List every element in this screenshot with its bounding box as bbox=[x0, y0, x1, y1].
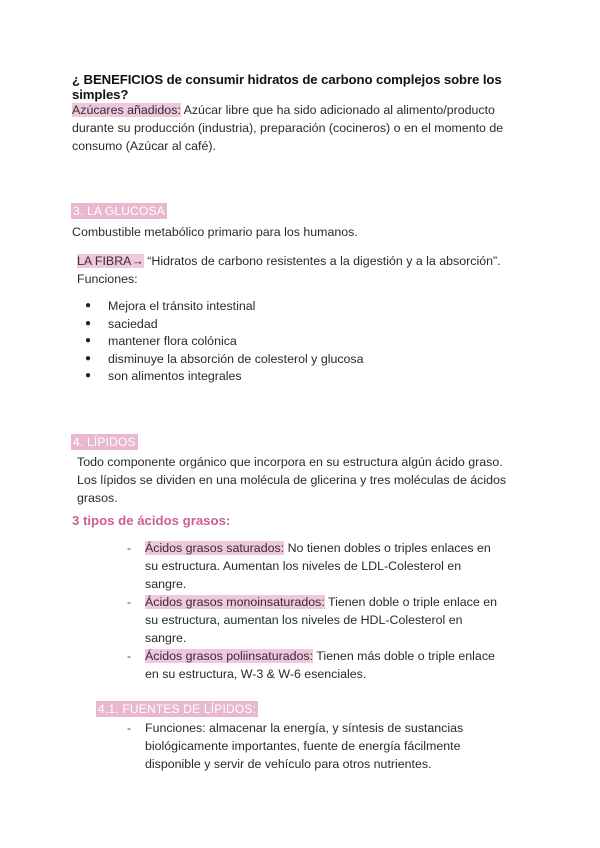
list-item: ● Mejora el tránsito intestinal bbox=[82, 297, 502, 315]
lipidos-description: Todo componente orgánico que incorpora en su estructura algún ácido graso. Los lípidos se dividen en una molécula de glicerina y tres moléculas de ácidos grasos. bbox=[77, 455, 507, 505]
acidos-grasos-list bbox=[127, 539, 497, 683]
fibra-text: “Hidratos de carbono resistentes a la digestión y a la absorción”. bbox=[143, 254, 501, 268]
section-4-heading bbox=[71, 433, 138, 451]
section-3-heading bbox=[71, 202, 167, 220]
funciones-label: Funciones: bbox=[77, 272, 138, 286]
page-title: ¿ BENEFICIOS de consumir hidratos de carbono complejos sobre los simples? bbox=[72, 72, 502, 102]
monoinsaturados-term: Ácidos grasos monoinsaturados: bbox=[145, 595, 325, 609]
section-4-1-heading-label: 4.1. FUENTES DE LÍPIDOS: bbox=[98, 702, 257, 716]
section-4-heading-label: 4. LÍPIDOS bbox=[73, 435, 136, 449]
list-item bbox=[127, 593, 497, 647]
tipos-acidos-heading: 3 tipos de ácidos grasos: bbox=[72, 513, 231, 528]
fibra-functions-list bbox=[82, 297, 502, 385]
saturados-term: Ácidos grasos saturados: bbox=[145, 541, 285, 555]
poliinsaturados-term: Ácidos grasos poliinsaturados: bbox=[145, 649, 314, 663]
saturados-text: No tienen dobles o triples enlaces en su estructura. Aumentan los niveles de LDL-Colesterol en sangre. bbox=[145, 541, 491, 591]
list-item: ● saciedad bbox=[82, 315, 502, 333]
list-item: ● son alimentos integrales bbox=[82, 367, 502, 385]
list-item bbox=[127, 539, 497, 593]
fibra-term: LA FIBRA→ bbox=[77, 254, 144, 268]
azucares-text: Azúcar libre que ha sido adicionado al alimento/producto durante su producción (industria), preparación (cocineros) o en el momento de consumo (Azúcar al café). bbox=[72, 103, 504, 153]
glucosa-description: Combustible metabólico primario para los humanos. bbox=[72, 225, 358, 239]
fibra-paragraph bbox=[77, 252, 547, 288]
list-item: ● disminuye la absorción de colesterol y glucosa bbox=[82, 350, 502, 368]
list-item bbox=[127, 647, 497, 683]
azucares-paragraph bbox=[72, 101, 512, 155]
fuentes-lipidos-list bbox=[127, 719, 507, 773]
poliinsaturados-text: Tienen más doble o triple enlace en su estructura, W-3 & W-6 esenciales. bbox=[145, 649, 495, 681]
list-item: ● mantener flora colónica bbox=[82, 332, 502, 350]
section-4-1-heading bbox=[96, 700, 258, 718]
monoinsaturados-text: Tienen doble o triple enlace en su estructura, aumentan los niveles de HDL-Colesterol en sangre. bbox=[145, 595, 497, 645]
azucares-term: Azúcares añadidos: bbox=[72, 103, 181, 117]
list-item: - Funciones: almacenar la energía, y síntesis de sustancias biológicamente importantes, fuente de energía fácilmente disponible y servir de vehículo para otros nutrientes. bbox=[127, 719, 507, 773]
section-3-heading-label: 3. LA GLUCOSA bbox=[73, 204, 165, 218]
